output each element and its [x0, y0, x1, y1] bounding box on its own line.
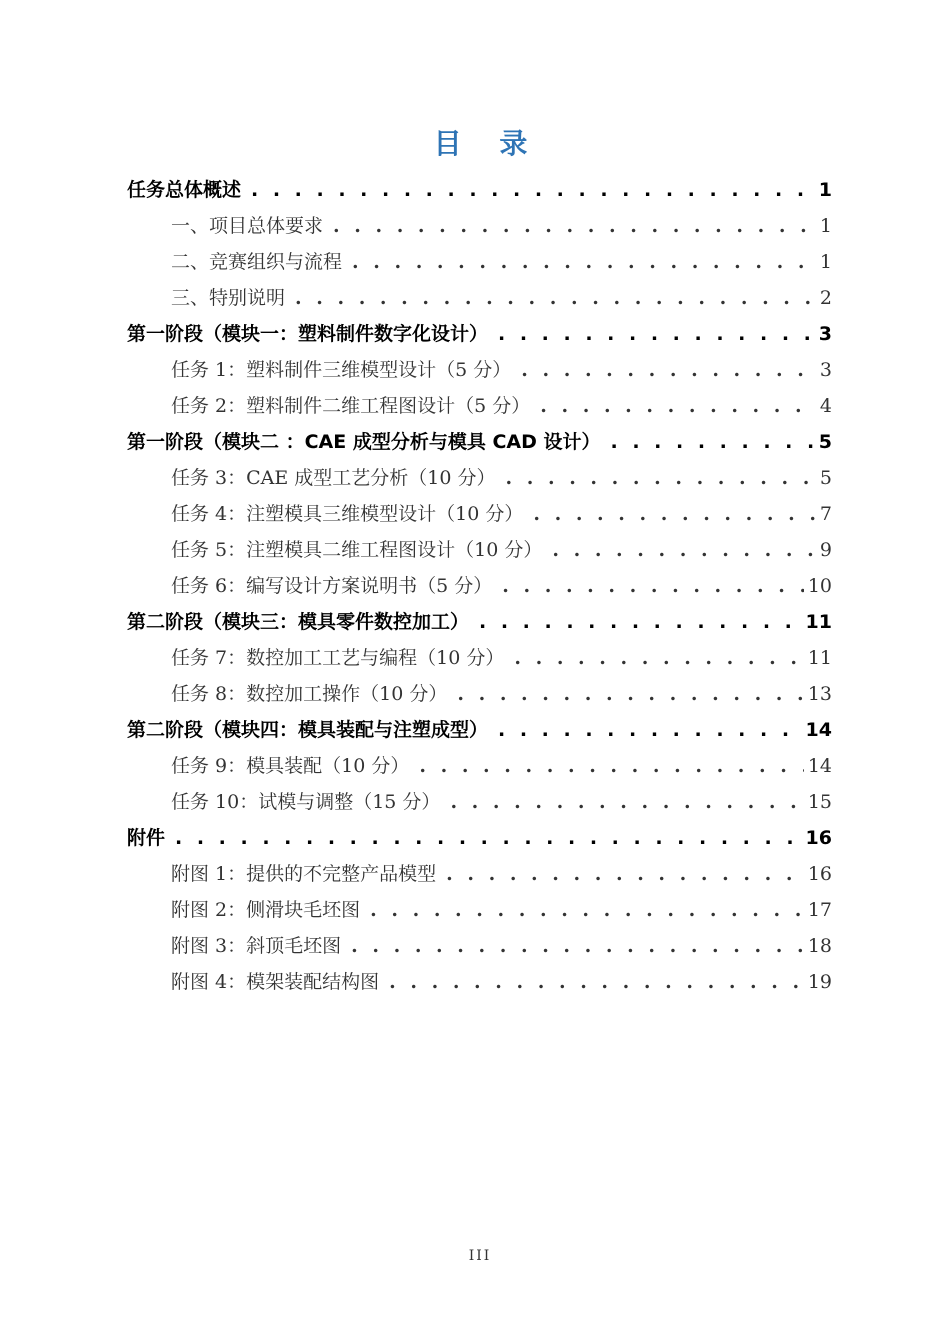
toc-entry-page: 10 — [807, 575, 832, 597]
toc-entry-label: 一、项目总体要求 — [171, 215, 324, 237]
toc-entry-page: 1 — [818, 179, 832, 201]
toc-leader-dots — [457, 676, 803, 712]
toc-entry-special-notes[interactable] — [127, 280, 832, 316]
toc-entry-label: 任务 7：数控加工工艺与编程（10 分） — [171, 647, 505, 669]
toc-entry-label: 任务 2：塑料制件二维工程图设计（5 分） — [171, 395, 531, 417]
toc-entry-page: 16 — [805, 827, 832, 849]
toc-entry-figure-3[interactable] — [127, 928, 832, 964]
toc-entry-label: 任务 4：注塑模具三维模型设计（10 分） — [171, 503, 524, 525]
toc-entry-page: 3 — [819, 359, 832, 381]
toc-entry-page: 2 — [819, 287, 832, 309]
toc-entry-page: 5 — [818, 431, 832, 453]
toc-entry-label: 第一阶段（模块一：塑料制件数字化设计） — [127, 323, 489, 345]
toc-entry-task-2[interactable] — [127, 388, 832, 424]
toc-entry-page: 1 — [819, 251, 832, 273]
toc-entry-page: 9 — [819, 539, 832, 561]
toc-entry-page: 14 — [805, 719, 832, 741]
toc-entry-label: 附件 — [127, 827, 166, 849]
toc-entry-label: 附图 1：提供的不完整产品模型 — [171, 863, 437, 885]
toc-entry-page: 1 — [819, 215, 832, 237]
toc-leader-dots — [540, 388, 816, 424]
toc-leader-dots — [446, 856, 804, 892]
toc-entry-page: 19 — [807, 971, 832, 993]
toc-leader-dots — [502, 568, 804, 604]
toc-leader-dots — [389, 964, 804, 1000]
toc-entry-label: 任务 6：编写设计方案说明书（5 分） — [171, 575, 493, 597]
toc-leader-dots — [175, 820, 802, 856]
toc-leader-dots — [552, 532, 816, 568]
toc-leader-dots — [498, 316, 815, 352]
toc-entry-task-5[interactable] — [127, 532, 832, 568]
table-of-contents — [127, 172, 832, 1000]
toc-entry-appendix[interactable] — [127, 820, 832, 856]
toc-leader-dots — [333, 208, 816, 244]
toc-entry-module-4[interactable] — [127, 712, 832, 748]
toc-leader-dots — [352, 244, 816, 280]
toc-entry-page: 5 — [819, 467, 832, 489]
toc-leader-dots — [533, 496, 816, 532]
toc-entry-label: 任务 3：CAE 成型工艺分析（10 分） — [171, 467, 496, 489]
toc-entry-label: 三、特别说明 — [171, 287, 286, 309]
toc-entry-label: 第二阶段（模块四：模具装配与注塑成型） — [127, 719, 489, 741]
toc-entry-task-4[interactable] — [127, 496, 832, 532]
toc-entry-page: 17 — [807, 899, 832, 921]
toc-entry-figure-4[interactable] — [127, 964, 832, 1000]
toc-entry-competition-organization[interactable] — [127, 244, 832, 280]
toc-entry-figure-1[interactable] — [127, 856, 832, 892]
toc-entry-page: 16 — [807, 863, 832, 885]
toc-entry-label: 附图 4：模架装配结构图 — [171, 971, 380, 993]
toc-leader-dots — [370, 892, 804, 928]
toc-entry-page: 14 — [807, 755, 832, 777]
toc-entry-page: 3 — [818, 323, 832, 345]
toc-entry-label: 任务 9：模具装配（10 分） — [171, 755, 410, 777]
toc-entry-task-8[interactable] — [127, 676, 832, 712]
toc-entry-task-1[interactable] — [127, 352, 832, 388]
toc-entry-label: 附图 2：侧滑块毛坯图 — [171, 899, 361, 921]
toc-entry-module-3[interactable] — [127, 604, 832, 640]
toc-entry-page: 15 — [807, 791, 832, 813]
toc-entry-page: 11 — [807, 647, 832, 669]
toc-entry-module-2[interactable] — [127, 424, 832, 460]
toc-entry-label: 任务 5：注塑模具二维工程图设计（10 分） — [171, 539, 543, 561]
toc-leader-dots — [498, 712, 802, 748]
toc-entry-task-7[interactable] — [127, 640, 832, 676]
toc-leader-dots — [479, 604, 802, 640]
toc-leader-dots — [251, 172, 815, 208]
toc-leader-dots — [611, 424, 815, 460]
toc-entry-label: 第二阶段（模块三：模具零件数控加工） — [127, 611, 470, 633]
toc-entry-task-9[interactable] — [127, 748, 832, 784]
toc-leader-dots — [506, 460, 816, 496]
toc-leader-dots — [450, 784, 803, 820]
toc-entry-label: 附图 3：斜顶毛坯图 — [171, 935, 342, 957]
toc-entry-page: 18 — [807, 935, 832, 957]
toc-entry-label: 任务 1：塑料制件三维模型设计（5 分） — [171, 359, 512, 381]
toc-entry-page: 4 — [819, 395, 832, 417]
toc-entry-task-3[interactable] — [127, 460, 832, 496]
toc-entry-figure-2[interactable] — [127, 892, 832, 928]
toc-leader-dots — [351, 928, 804, 964]
toc-entry-label: 任务 10：试模与调整（15 分） — [171, 791, 441, 813]
toc-entry-overview[interactable] — [127, 172, 832, 208]
toc-entry-task-6[interactable] — [127, 568, 832, 604]
toc-entry-page: 11 — [805, 611, 832, 633]
toc-entry-page: 13 — [807, 683, 832, 705]
toc-entry-label: 任务总体概述 — [127, 179, 242, 201]
toc-entry-page: 7 — [819, 503, 832, 525]
page-title: 目 录 — [433, 127, 542, 160]
toc-entry-module-1[interactable] — [127, 316, 832, 352]
toc-entry-label: 二、竞赛组织与流程 — [171, 251, 343, 273]
toc-entry-project-requirements[interactable] — [127, 208, 832, 244]
toc-leader-dots — [521, 352, 816, 388]
toc-leader-dots — [419, 748, 803, 784]
toc-entry-label: 第一阶段（模块二 ：CAE 成型分析与模具 CAD 设计） — [127, 431, 601, 453]
toc-leader-dots — [295, 280, 816, 316]
toc-entry-label: 任务 8：数控加工操作（10 分） — [171, 683, 448, 705]
page-number: III — [468, 1248, 492, 1264]
toc-entry-task-10[interactable] — [127, 784, 832, 820]
toc-leader-dots — [514, 640, 803, 676]
